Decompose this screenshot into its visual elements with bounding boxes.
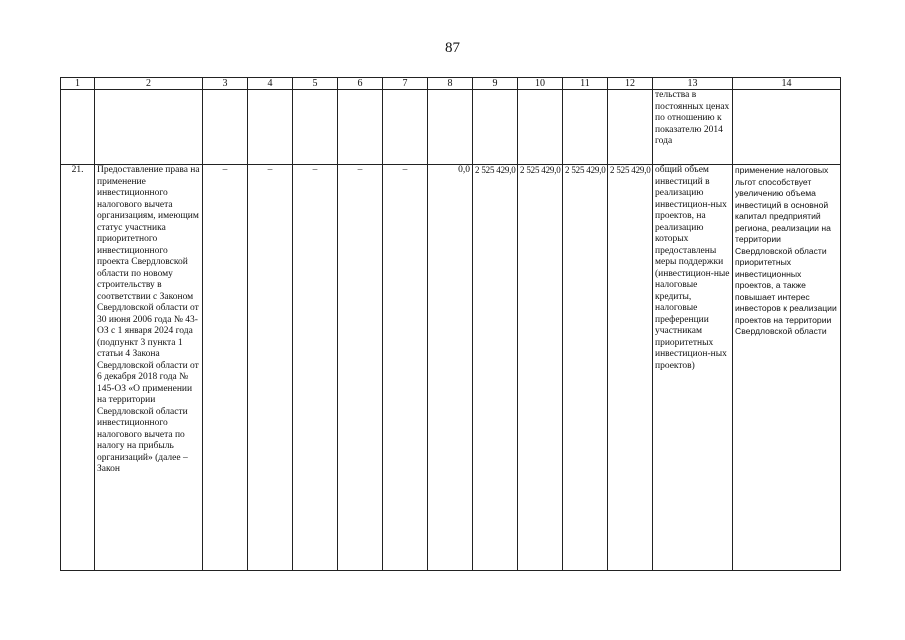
- col-header-4: 4: [248, 78, 293, 90]
- col-header-1: 1: [61, 78, 95, 90]
- cell: [293, 90, 338, 165]
- cell: [428, 90, 473, 165]
- value-col-12: 2 525 429,0: [608, 165, 653, 571]
- col-header-9: 9: [473, 78, 518, 90]
- cell: [383, 90, 428, 165]
- data-table: [60, 77, 841, 571]
- indicator-cell-continued: тельства в постоянных ценах по отношению к показателю 2014 года: [653, 90, 733, 165]
- cell: [95, 90, 203, 165]
- table-row-continuation: [61, 90, 841, 165]
- value-col-11: 2 525 429,0: [563, 165, 608, 571]
- value-col-4: –: [248, 165, 293, 571]
- measure-description: Предоставление права на применение инвестиционного налогового вычета организациям, имеющим статус участника приоритетного инвестиционного проекта Свердловской области по новому строительству в соответствии с Законом Свердловской области от 30 июня 2006 года № 43-ОЗ с 1 января 2024 года (подпункт 3 пункта 1 статьи 4 Закона Свердловской области от 6 декабря 2018 года № 145-ОЗ «О применении на территории Свердловской области инвестиционного налогового вычета по налогу на прибыль организаций» (далее – Закон: [95, 165, 203, 571]
- cell: [733, 90, 841, 165]
- cell: [248, 90, 293, 165]
- value-col-6: –: [338, 165, 383, 571]
- table-row-21: [61, 165, 841, 571]
- header-row: [61, 78, 841, 90]
- col-header-10: 10: [518, 78, 563, 90]
- value-col-3: –: [203, 165, 248, 571]
- col-header-14: 14: [733, 78, 841, 90]
- cell: [473, 90, 518, 165]
- page-number: 87: [445, 40, 460, 56]
- col-header-8: 8: [428, 78, 473, 90]
- col-header-7: 7: [383, 78, 428, 90]
- cell: [608, 90, 653, 165]
- col-header-2: 2: [95, 78, 203, 90]
- value-col-7: –: [383, 165, 428, 571]
- col-header-12: 12: [608, 78, 653, 90]
- col-header-11: 11: [563, 78, 608, 90]
- cell: [203, 90, 248, 165]
- cell: [518, 90, 563, 165]
- value-col-10: 2 525 429,0: [518, 165, 563, 571]
- cell: [338, 90, 383, 165]
- col-header-13: 13: [653, 78, 733, 90]
- value-col-9: 2 525 429,0: [473, 165, 518, 571]
- col-header-6: 6: [338, 78, 383, 90]
- col-header-5: 5: [293, 78, 338, 90]
- effect-description: применение налоговых льгот способствует увеличению объема инвестиций в основной капитал предприятий региона, реализации на территории Свердловской области приоритетных инвестиционных проектов, а также повышает интерес инвесторов к реализации проектов на территории Свердловской области: [733, 165, 841, 571]
- col-header-3: 3: [203, 78, 248, 90]
- cell: [563, 90, 608, 165]
- value-col-8: 0,0: [428, 165, 473, 571]
- row-number: 21.: [61, 165, 95, 571]
- indicator-description: общий объем инвестиций в реализацию инвестицион-ных проектов, на реализацию которых предоставлены меры поддержки (инвестицион-ные налоговые кредиты, налоговые преференции участникам приоритетных инвестицион-ных проектов): [653, 165, 733, 571]
- value-col-5: –: [293, 165, 338, 571]
- cell: [61, 90, 95, 165]
